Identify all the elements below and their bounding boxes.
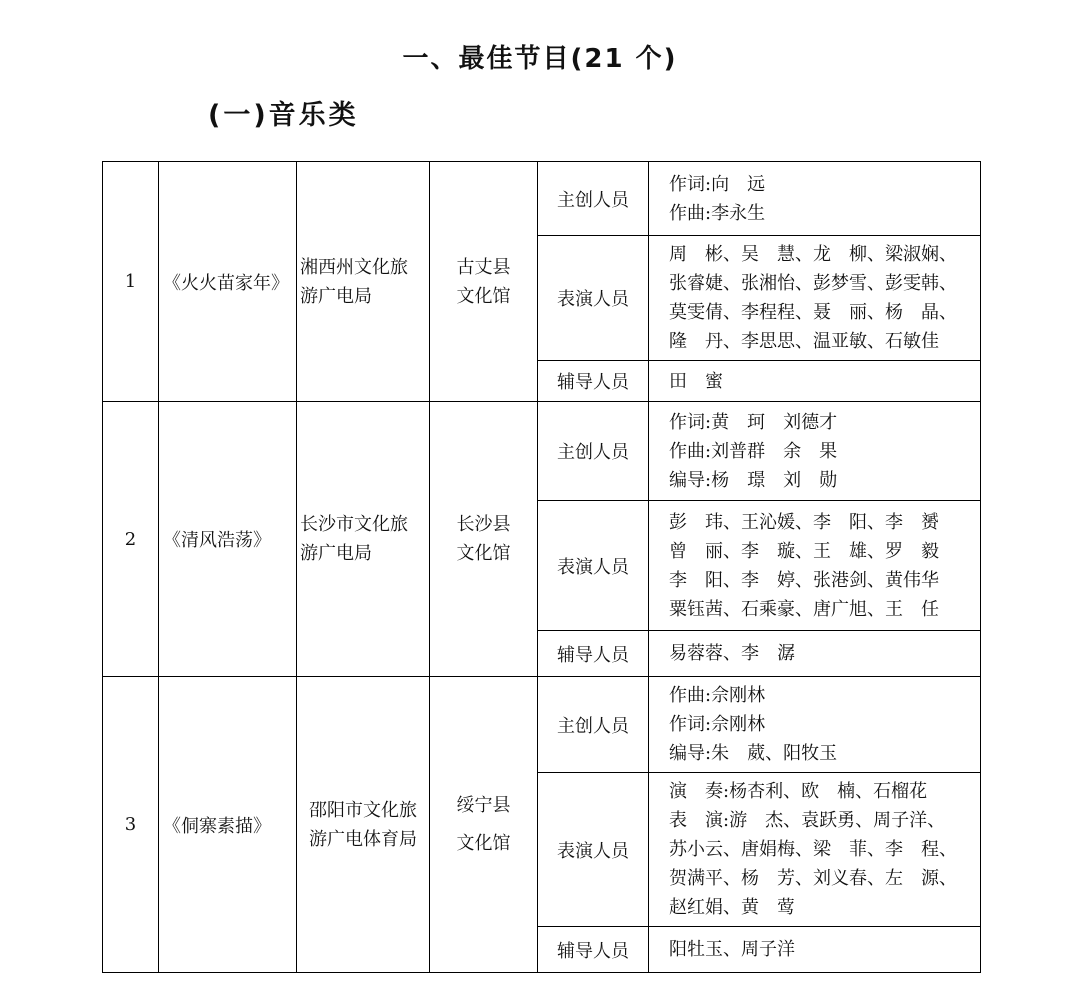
program-title: 《火火苗家年》 [159, 162, 297, 402]
table-row [103, 162, 981, 236]
entry-number: 2 [103, 402, 159, 677]
role-names: 周 彬、吴 慧、龙 柳、梁淑娴、 张睿婕、张湘怡、彭梦雪、彭雯韩、 莫雯倩、李程程、聂 丽、杨 晶、 隆 丹、李思思、温亚敏、石敏佳 [649, 236, 981, 361]
recommending-unit: 湘西州文化旅 游广电局 [297, 162, 430, 402]
program-title: 《清风浩荡》 [159, 402, 297, 677]
role-names: 作曲:佘刚林 作词:佘刚林 编导:朱 葳、阳牧玉 [649, 677, 981, 773]
role-label: 表演人员 [538, 501, 649, 631]
performing-organization: 古丈县 文化馆 [430, 162, 538, 402]
performing-organization: 长沙县 文化馆 [430, 402, 538, 677]
role-names: 易蓉蓉、李 潺 [649, 631, 981, 677]
section-heading: 一、最佳节目(21 个) [402, 44, 678, 74]
role-names: 演 奏:杨杏利、欧 楠、石榴花 表 演:游 杰、袁跃勇、周子洋、 苏小云、唐娟梅、梁 菲、李 程、 贺满平、杨 芳、刘义春、左 源、 赵红娟、黄 莺 [649, 773, 981, 927]
role-label: 辅导人员 [538, 361, 649, 402]
table-row [103, 402, 981, 501]
role-names: 作词:黄 珂 刘德才 作曲:刘普群 余 果 编导:杨 璟 刘 勋 [649, 402, 981, 501]
subsection-heading: (一)音乐类 [208, 100, 359, 131]
role-label: 辅导人员 [538, 927, 649, 973]
role-label: 主创人员 [538, 162, 649, 236]
role-label: 辅导人员 [538, 631, 649, 677]
role-names: 阳牡玉、周子洋 [649, 927, 981, 973]
program-title: 《侗寨素描》 [159, 677, 297, 973]
role-label: 主创人员 [538, 677, 649, 773]
entry-number: 3 [103, 677, 159, 973]
role-names: 彭 玮、王沁媛、李 阳、李 赟 曾 丽、李 璇、王 雄、罗 毅 李 阳、李 婷、张港剑、黄伟华 粟钰茜、石乘豪、唐广旭、王 任 [649, 501, 981, 631]
entry-number: 1 [103, 162, 159, 402]
recommending-unit: 邵阳市文化旅 游广电体育局 [297, 677, 430, 973]
performing-organization: 绥宁县 文化馆 [430, 677, 538, 973]
role-label: 主创人员 [538, 402, 649, 501]
role-label: 表演人员 [538, 773, 649, 927]
table-row [103, 677, 981, 773]
awards-table [102, 161, 981, 973]
recommending-unit: 长沙市文化旅 游广电局 [297, 402, 430, 677]
role-names: 田 蜜 [649, 361, 981, 402]
role-names: 作词:向 远 作曲:李永生 [649, 162, 981, 236]
role-label: 表演人员 [538, 236, 649, 361]
